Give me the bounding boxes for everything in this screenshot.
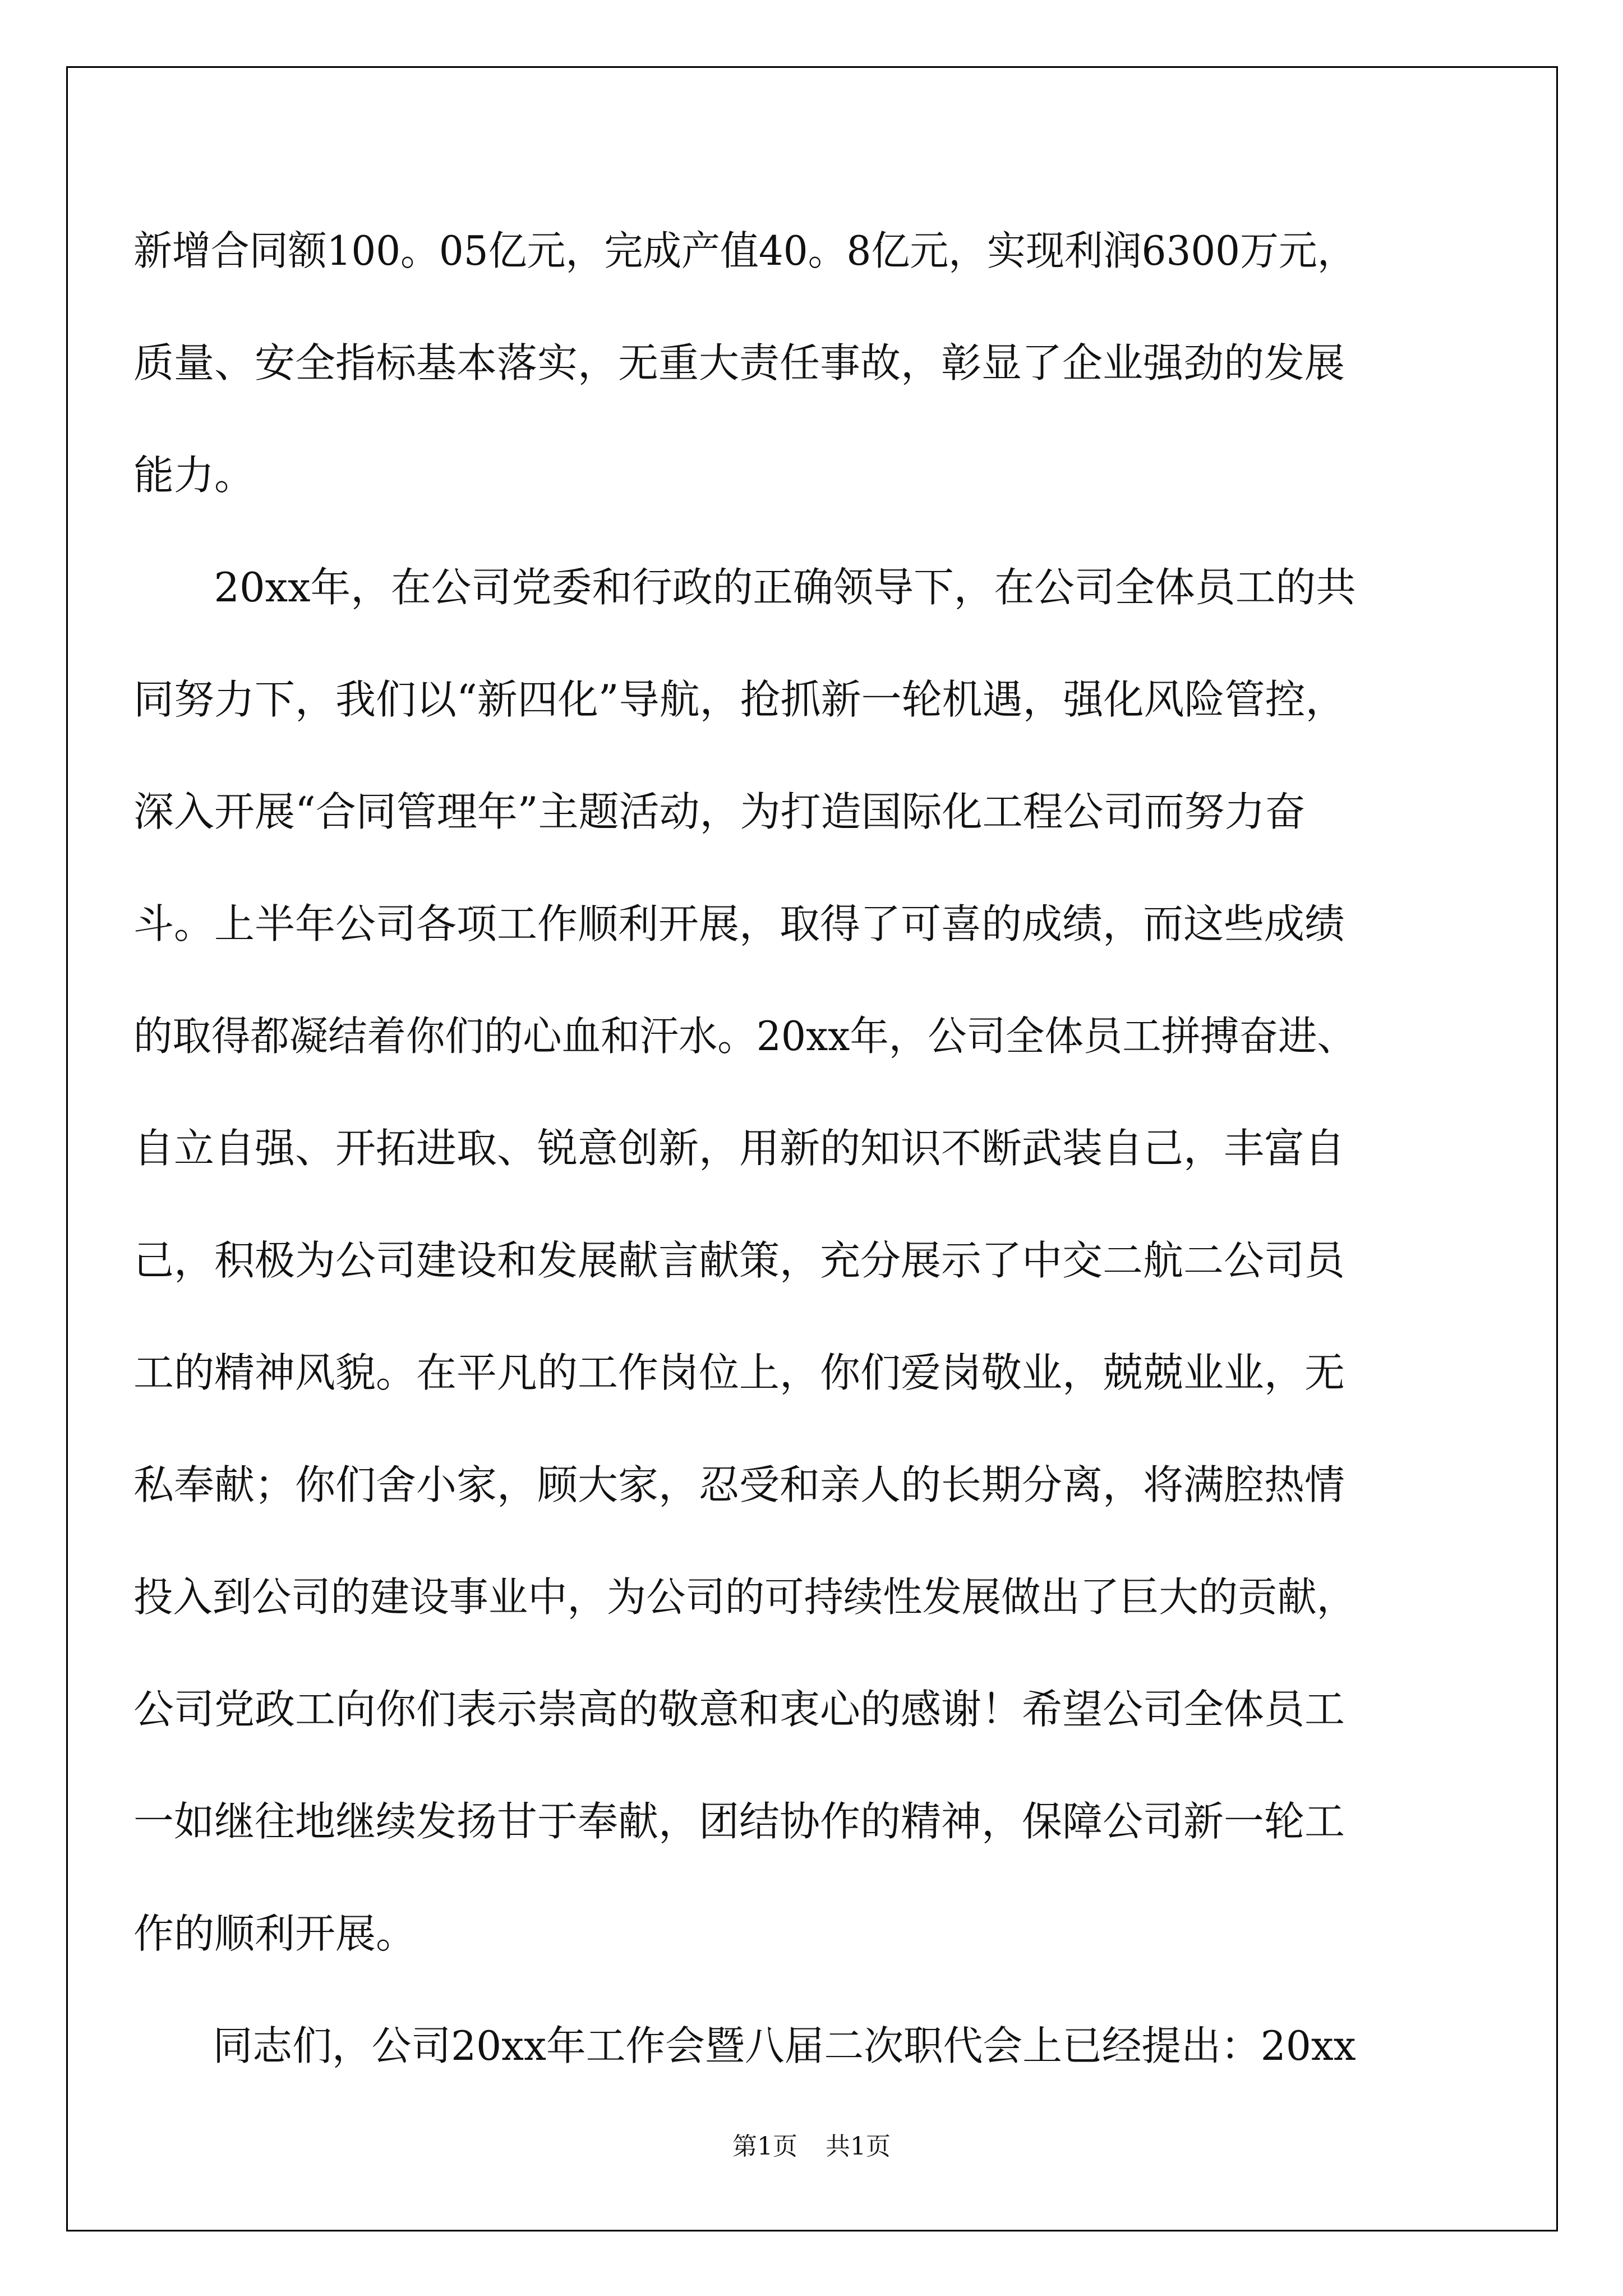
text-line-16: 作的顺利开展。	[133, 1910, 417, 1957]
text-line-15: 一如继往地继续发扬甘于奉献，团结协作的精神，保障公司新一轮工	[133, 1798, 1345, 1845]
text-line-6: 深入开展“合同管理年”主题活动，为打造国际化工程公司而努力奋	[133, 788, 1306, 835]
text-line-11: 工的精神风貌。在平凡的工作岗位上，你们爱岗敬业，兢兢业业，无	[133, 1349, 1345, 1396]
text-line-9: 自立自强、开拓进取、锐意创新，用新的知识不断武装自己，丰富自	[133, 1125, 1345, 1172]
text-line-3: 能力。	[133, 452, 255, 499]
text-line-14: 公司党政工向你们表示崇高的敬意和衷心的感谢！希望公司全体员工	[133, 1686, 1345, 1733]
page-footer	[0, 2130, 1623, 2164]
page-total: 共1页	[826, 2132, 891, 2161]
page-number: 第1页	[732, 2132, 797, 2161]
text-line-10: 己，积极为公司建设和发展献言献策，充分展示了中交二航二公司员	[133, 1237, 1345, 1284]
text-line-8: 的取得都凝结着你们的心血和汗水。20xx年，公司全体员工拼搏奋进、	[133, 1013, 1356, 1060]
text-line-17: 同志们，公司20xx年工作会暨八届二次职代会上已经提出：20xx	[133, 2022, 1356, 2069]
text-line-12: 私奉献；你们舍小家，顾大家，忍受和亲人的长期分离，将满腔热情	[133, 1461, 1345, 1508]
text-line-13: 投入到公司的建设事业中，为公司的可持续性发展做出了巨大的贡献，	[133, 1573, 1357, 1621]
text-line-5: 同努力下，我们以“新四化”导航，抢抓新一轮机遇，强化风险管控，	[133, 676, 1346, 723]
text-line-1: 新增合同额100。05亿元，完成产值40。8亿元，实现利润6300万元，	[133, 227, 1356, 274]
text-line-2: 质量、安全指标基本落实，无重大责任事故，彰显了企业强劲的发展	[133, 339, 1345, 386]
text-line-7: 斗。上半年公司各项工作顺利开展，取得了可喜的成绩，而这些成绩	[133, 900, 1345, 947]
text-line-4: 20xx年，在公司党委和行政的正确领导下，在公司全体员工的共	[133, 564, 1356, 611]
